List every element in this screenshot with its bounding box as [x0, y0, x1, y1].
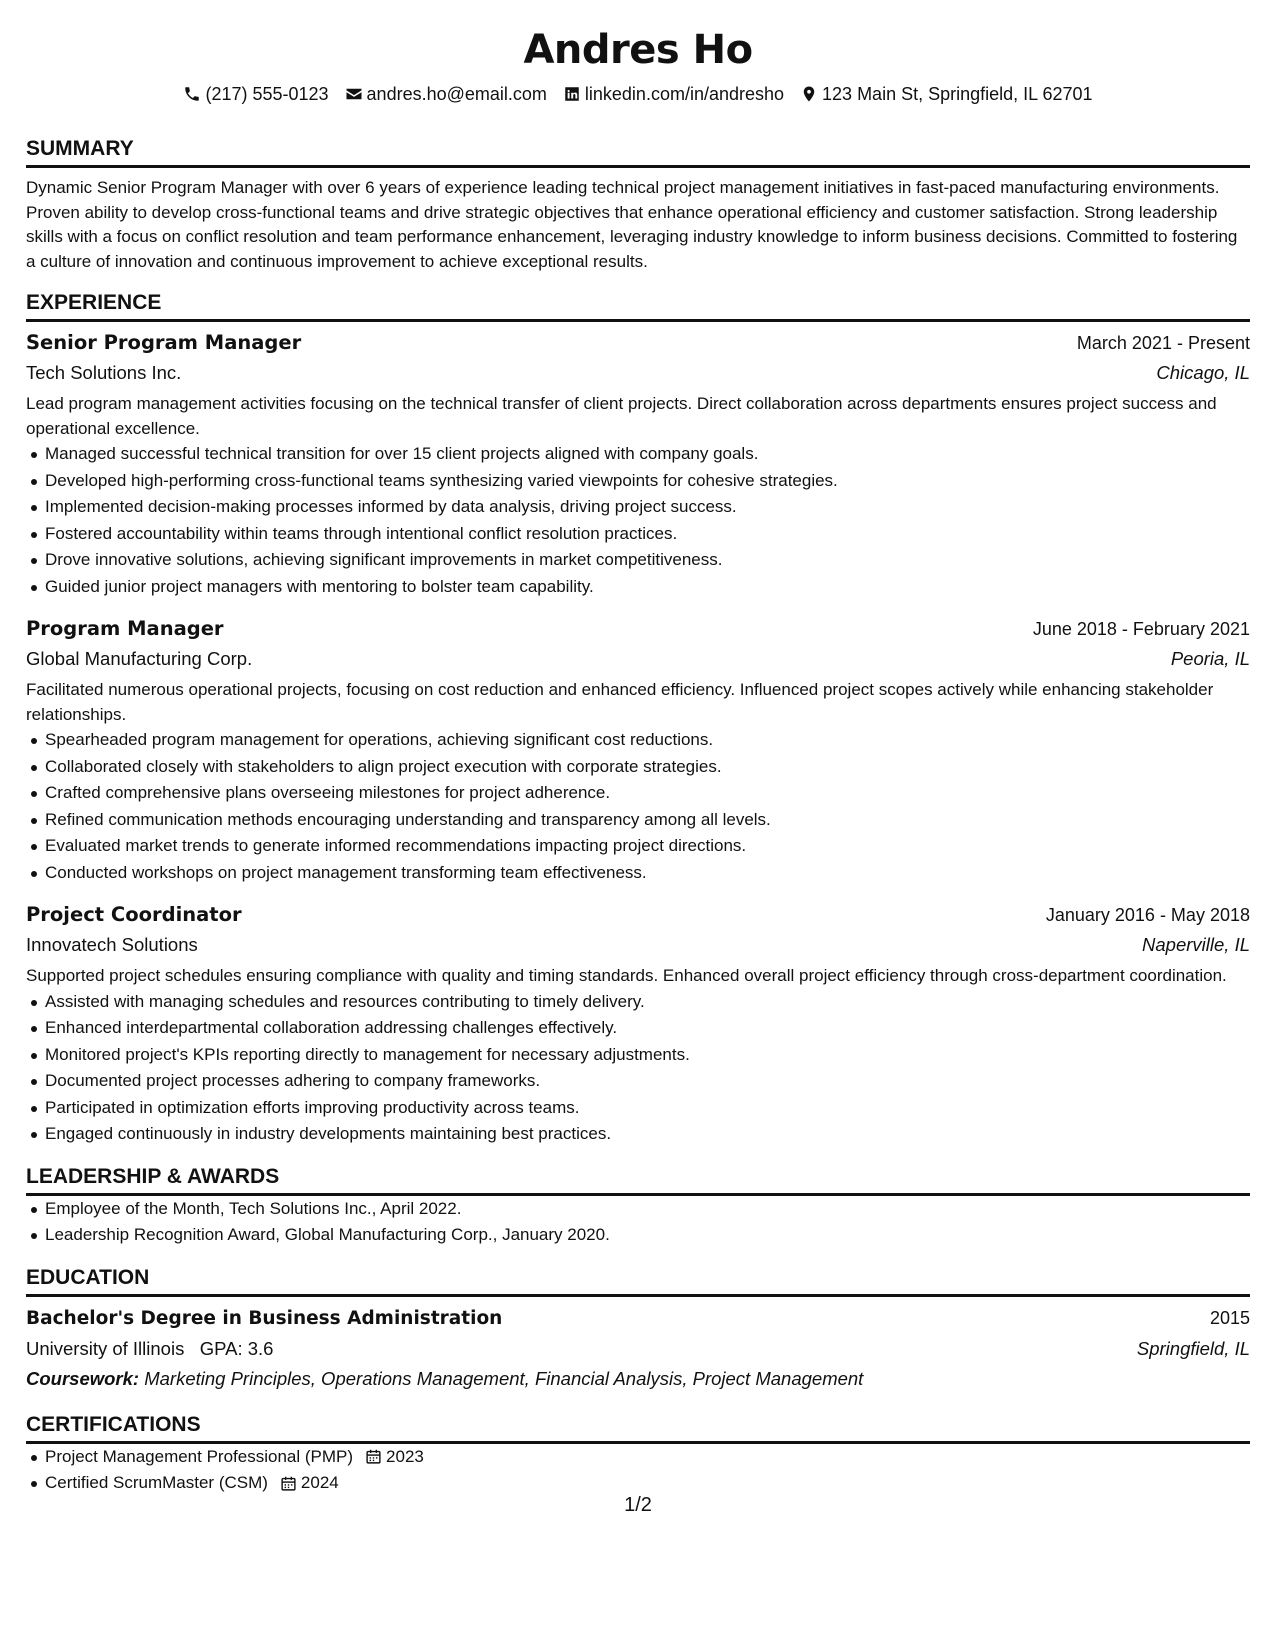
- list-item: Conducted workshops on project management transforming team effectiveness.: [26, 860, 1250, 887]
- section-title-summary: SUMMARY: [26, 136, 1250, 168]
- list-item: [26, 1444, 1250, 1471]
- job-location: Naperville, IL: [1142, 934, 1250, 955]
- envelope-icon: [345, 85, 363, 103]
- job-description: Facilitated numerous operational projects, focusing on cost reduction and enhanced efficiency. Influenced project scopes actively while enhancing stakeholder relationships.: [26, 680, 1214, 724]
- linkedin-icon: [563, 85, 581, 103]
- list-item: Developed high-performing cross-functional teams synthesizing varied viewpoints for cohesive strategies.: [26, 468, 1250, 495]
- list-item: Spearheaded program management for operations, achieving significant cost reductions.: [26, 727, 1250, 754]
- list-item: Documented project processes adhering to company frameworks.: [26, 1068, 1250, 1095]
- list-item: Monitored project's KPIs reporting directly to management for necessary adjustments.: [26, 1042, 1250, 1069]
- gpa-text: GPA: 3.6: [199, 1337, 274, 1359]
- degree-title: Bachelor's Degree in Business Administration: [26, 1307, 503, 1329]
- section-title-education: EDUCATION: [26, 1265, 1250, 1297]
- list-item: Evaluated market trends to generate informed recommendations impacting project directions.: [26, 833, 1250, 860]
- map-marker-icon: [800, 85, 818, 103]
- list-item: Enhanced interdepartmental collaboration addressing challenges effectively.: [26, 1015, 1250, 1042]
- job-bullets: [26, 989, 1250, 1148]
- job-company: Global Manufacturing Corp.: [26, 648, 253, 669]
- leadership-section: [26, 1164, 1250, 1249]
- school-info: [26, 1334, 273, 1364]
- certifications-section: [26, 1412, 1250, 1497]
- job-company: Tech Solutions Inc.: [26, 362, 182, 383]
- job-location: Peoria, IL: [1170, 648, 1250, 669]
- contact-email[interactable]: [345, 84, 547, 105]
- job-entry: [26, 614, 1250, 886]
- job-description: Lead program management activities focusing on the technical transfer of client projects. Direct collaboration across departments ensures project success and operational excellence.: [26, 394, 1217, 438]
- list-item: [26, 1470, 1250, 1497]
- job-entry: [26, 900, 1250, 1148]
- job-title: Project Coordinator: [26, 903, 242, 926]
- section-title-leadership: LEADERSHIP & AWARDS: [26, 1164, 1250, 1196]
- list-item: Guided junior project managers with mentoring to bolster team capability.: [26, 574, 1250, 601]
- job-title: Program Manager: [26, 617, 224, 640]
- job-entry: [26, 328, 1250, 600]
- email-text[interactable]: andres.ho@email.com: [366, 83, 547, 104]
- coursework-line: [26, 1364, 1250, 1394]
- job-location: Chicago, IL: [1156, 362, 1250, 383]
- contact-phone: [183, 84, 328, 105]
- calendar-icon: [365, 1448, 382, 1465]
- resume-page: [26, 0, 1250, 1650]
- phone-text: (217) 555-0123: [205, 83, 329, 104]
- list-item: Leadership Recognition Award, Global Manufacturing Corp., January 2020.: [26, 1222, 1250, 1249]
- contact-linkedin[interactable]: [563, 84, 784, 105]
- list-item: Managed successful technical transition for over 15 client projects aligned with company goals.: [26, 441, 1250, 468]
- list-item: Employee of the Month, Tech Solutions Inc., April 2022.: [26, 1196, 1250, 1223]
- list-item: Drove innovative solutions, achieving significant improvements in market competitiveness.: [26, 547, 1250, 574]
- address-text: 123 Main St, Springfield, IL 62701: [822, 83, 1093, 104]
- certification-name: Certified ScrumMaster (CSM): [45, 1473, 268, 1492]
- phone-icon: [183, 85, 201, 103]
- certification-year: 2024: [300, 1473, 339, 1492]
- job-dates: June 2018 - February 2021: [1032, 619, 1250, 639]
- contact-address: [800, 84, 1093, 105]
- experience-section: [26, 290, 1250, 1148]
- list-item: Refined communication methods encouraging understanding and transparency among all levels.: [26, 807, 1250, 834]
- page-number: 1/2: [624, 1494, 652, 1516]
- job-dates: March 2021 - Present: [1076, 333, 1250, 353]
- linkedin-text[interactable]: linkedin.com/in/andresho: [584, 83, 785, 104]
- leadership-list: [26, 1196, 1250, 1249]
- school-name: University of Illinois: [26, 1337, 185, 1359]
- list-item: Crafted comprehensive plans overseeing milestones for project adherence.: [26, 780, 1250, 807]
- job-bullets: [26, 441, 1250, 600]
- job-bullets: [26, 727, 1250, 886]
- coursework-label: Coursework:: [26, 1367, 140, 1389]
- summary-section: [26, 136, 1250, 274]
- summary-text: Dynamic Senior Program Manager with over 6 years of experience leading technical project management initiatives in fast-paced manufacturing environments. Proven ability to develop cross-functional teams and drive strategic objectives that enhance operational efficiency and customer satisfaction. Strong leadership skills with a focus on conflict resolution and team performance enhancement, leveraging industry knowledge to inform business decisions. Committed to fostering a culture of innovation and continuous improvement to achieve exceptional results.: [26, 178, 1238, 271]
- graduation-year: 2015: [1209, 1307, 1250, 1328]
- list-item: Implemented decision-making processes informed by data analysis, driving project success.: [26, 494, 1250, 521]
- job-company: Innovatech Solutions: [26, 934, 198, 955]
- contact-bar: [26, 82, 1250, 106]
- list-item: Engaged continuously in industry developments maintaining best practices.: [26, 1121, 1250, 1148]
- section-title-certifications: CERTIFICATIONS: [26, 1412, 1250, 1444]
- section-title-experience: EXPERIENCE: [26, 290, 1250, 322]
- certifications-list: [26, 1444, 1250, 1497]
- list-item: Assisted with managing schedules and resources contributing to timely delivery.: [26, 989, 1250, 1016]
- list-item: Collaborated closely with stakeholders to align project execution with corporate strategies.: [26, 754, 1250, 781]
- coursework-text: Marketing Principles, Operations Management, Financial Analysis, Project Management: [144, 1367, 864, 1389]
- candidate-name: Andres Ho: [523, 27, 753, 73]
- certification-name: Project Management Professional (PMP): [45, 1446, 354, 1466]
- education-section: [26, 1265, 1250, 1394]
- job-title: Senior Program Manager: [26, 331, 302, 354]
- school-location: Springfield, IL: [1136, 1337, 1250, 1359]
- calendar-icon: [280, 1475, 297, 1492]
- certification-year: 2023: [386, 1446, 424, 1466]
- education-entry: [26, 1303, 1250, 1394]
- job-description: Supported project schedules ensuring compliance with quality and timing standards. Enhanced overall project efficiency through cross-department coordination.: [26, 966, 1227, 985]
- list-item: Participated in optimization efforts improving productivity across teams.: [26, 1095, 1250, 1122]
- job-dates: January 2016 - May 2018: [1045, 905, 1250, 925]
- list-item: Fostered accountability within teams through intentional conflict resolution practices.: [26, 521, 1250, 548]
